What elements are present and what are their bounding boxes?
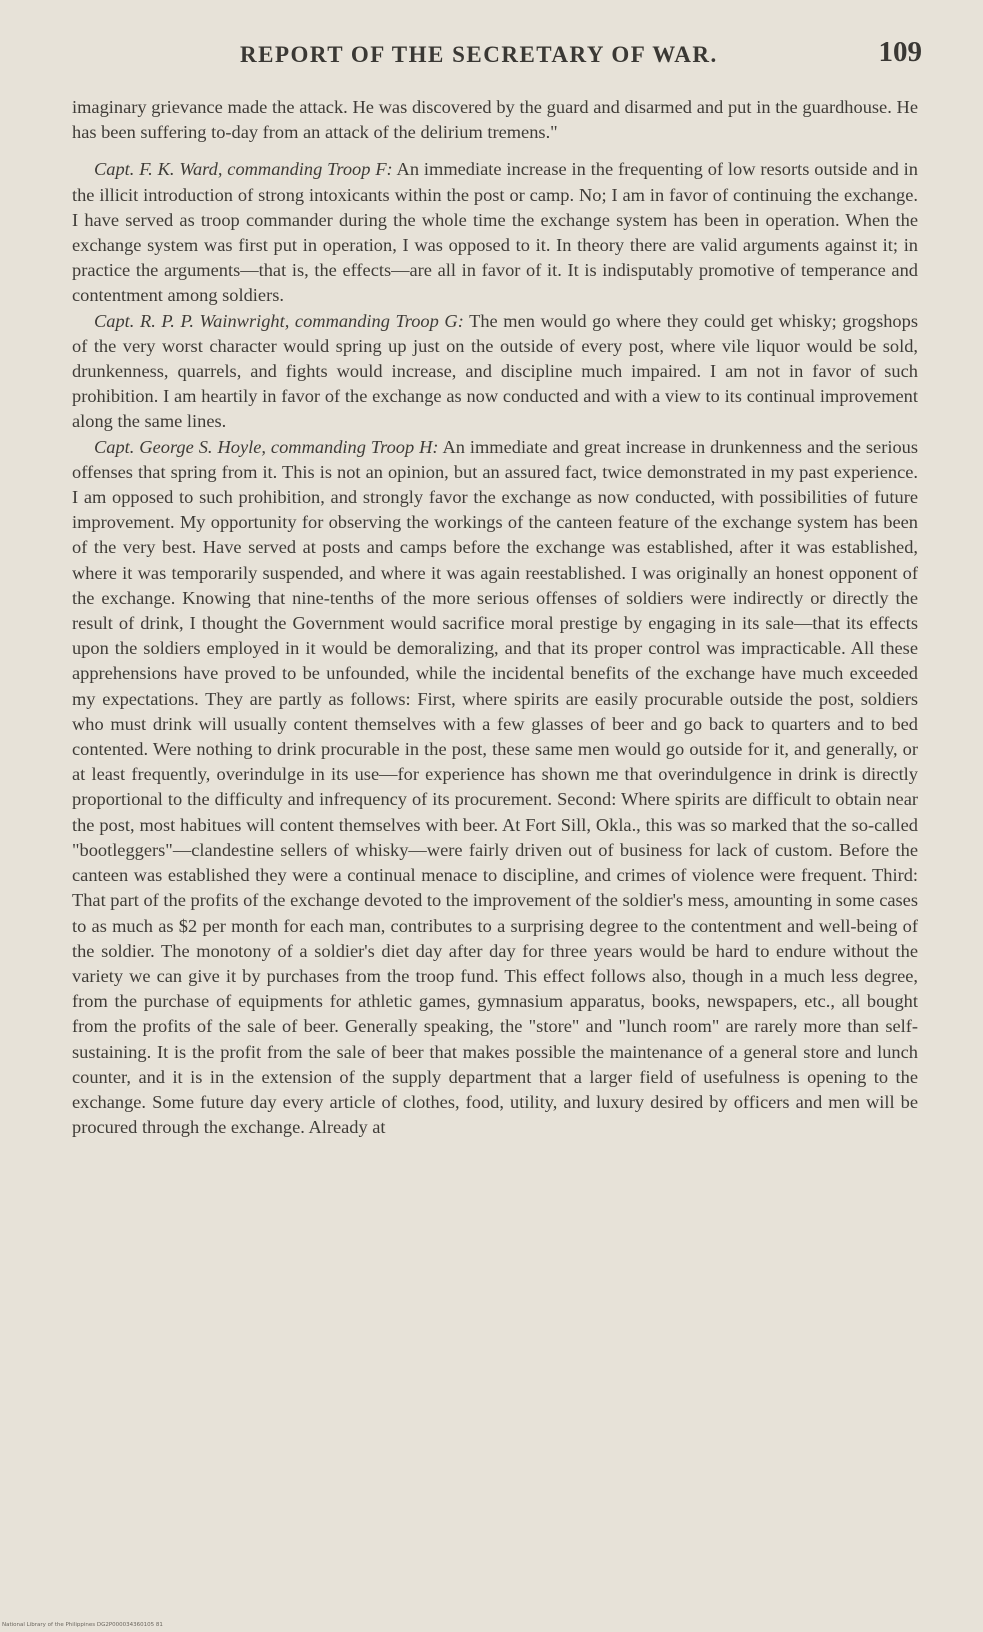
paragraph-wainwright [72, 309, 918, 435]
running-head: REPORT OF THE SECRETARY OF WAR. [240, 42, 718, 67]
paragraph-text: An immediate increase in the frequenting of low resorts outside and in the illicit introduction of strong intoxicants within the post or camp. No; I am in favor of continuing the exchange. I have served as troop commander during the whole time the exchange system has been in operation. When the exchange system was first put in operation, I was opposed to it. In theory there are valid arguments against it; in practice the arguments—that is, the effects—are all in favor of it. It is indisputably promotive of temperance and contentment among soldiers. [72, 159, 918, 306]
page-header [70, 36, 920, 76]
body-text [72, 95, 918, 1140]
speaker-wainwright: Capt. R. P. P. Wainwright, commanding Troop G: [94, 310, 464, 331]
paragraph-ward [72, 157, 918, 308]
speaker-ward: Capt. F. K. Ward, commanding Troop F: [94, 159, 393, 180]
speaker-hoyle: Capt. George S. Hoyle, commanding Troop H: [94, 436, 439, 457]
paragraph-text: imaginary grievance made the attack. He was discovered by the guard and disarmed and put in the guardhouse. He has been suffering to-day from an attack of the delirium tremens." [72, 97, 918, 143]
page-number: 109 [878, 36, 922, 68]
scan-source-tag: National Library of the Philippines DG2P000034360105 81 [2, 1622, 163, 1628]
paragraph-text: The men would go where they could get whisky; grogshops of the very worst character would spring up just on the outside of every post, where vile liquor would be sold, drunkenness, quarrels, and fights would increase, and discipline much impaired. I am not in favor of such prohibition. I am heartily in favor of the exchange as now conducted and with a view to its continual improvement along the same lines. [72, 310, 918, 432]
paragraph-hoyle [72, 435, 918, 1141]
paragraph-text: An immediate and great increase in drunkenness and the serious offenses that spring from it. This is not an opinion, but an assured fact, twice demonstrated in my past experience. I am opposed to such prohibition, and strongly favor the exchange as now conducted, with possibilities of future improvement. My opportunity for observing the workings of the canteen feature of the exchange system has been of the very best. Have served at posts and camps before the exchange was established, after it was established, where it was temporarily suspended, and where it was again reestablished. I was originally an honest opponent of the exchange. Knowing that nine-tenths of the more serious offenses of soldiers were indirectly or directly the result of drink, I thought the Government would sacrifice moral prestige by engaging in its sale—that its effects upon the soldiers employed in it would be demoralizing, and that its proper control was impracticable. All these apprehensions have proved to be unfounded, while the incidental benefits of the exchange have much exceeded my expectations. They are partly as follows: First, where spirits are easily procurable outside the post, soldiers who must drink will usually content themselves with a few glasses of beer and go back to quarters and to bed contented. Were nothing to drink procurable in the post, these same men would go outside for it, and generally, or at least frequently, overindulge in its use—for experience has shown me that overindulgence in drink is directly proportional to the difficulty and infrequency of its procurement. Second: Where spirits are difficult to obtain near the post, most habitues will content themselves with beer. At Fort Sill, Okla., this was so marked that the so-called "bootleggers"—clandestine sellers of whisky—were fairly driven out of business for lack of custom. Before the canteen was established they were a continual menace to discipline, and crimes of violence were frequent. Third: That part of the profits of the exchange devoted to the improvement of the soldier's mess, amounting in some cases to as much as $2 per month for each man, contributes to a surprising degree to the contentment and well-being of the soldier. The monotony of a soldier's diet day after day for three years would be hard to endure without the variety we can give it by purchases from the troop fund. This effect follows also, though in a much less degree, from the purchase of equipments for athletic games, gymnasium apparatus, books, newspapers, etc., all bought from the profits of the sale of beer. Generally speaking, the "store" and "lunch room" are rarely more than self-sustaining. It is the profit from the sale of beer that makes possible the maintenance of a general store and lunch counter, and it is in the extension of the supply department that a larger field of usefulness is opening to the exchange. Some future day every article of clothes, food, utility, and luxury desired by officers and men will be procured through the exchange. Already at [72, 436, 918, 1138]
paragraph-continuation [72, 95, 918, 145]
